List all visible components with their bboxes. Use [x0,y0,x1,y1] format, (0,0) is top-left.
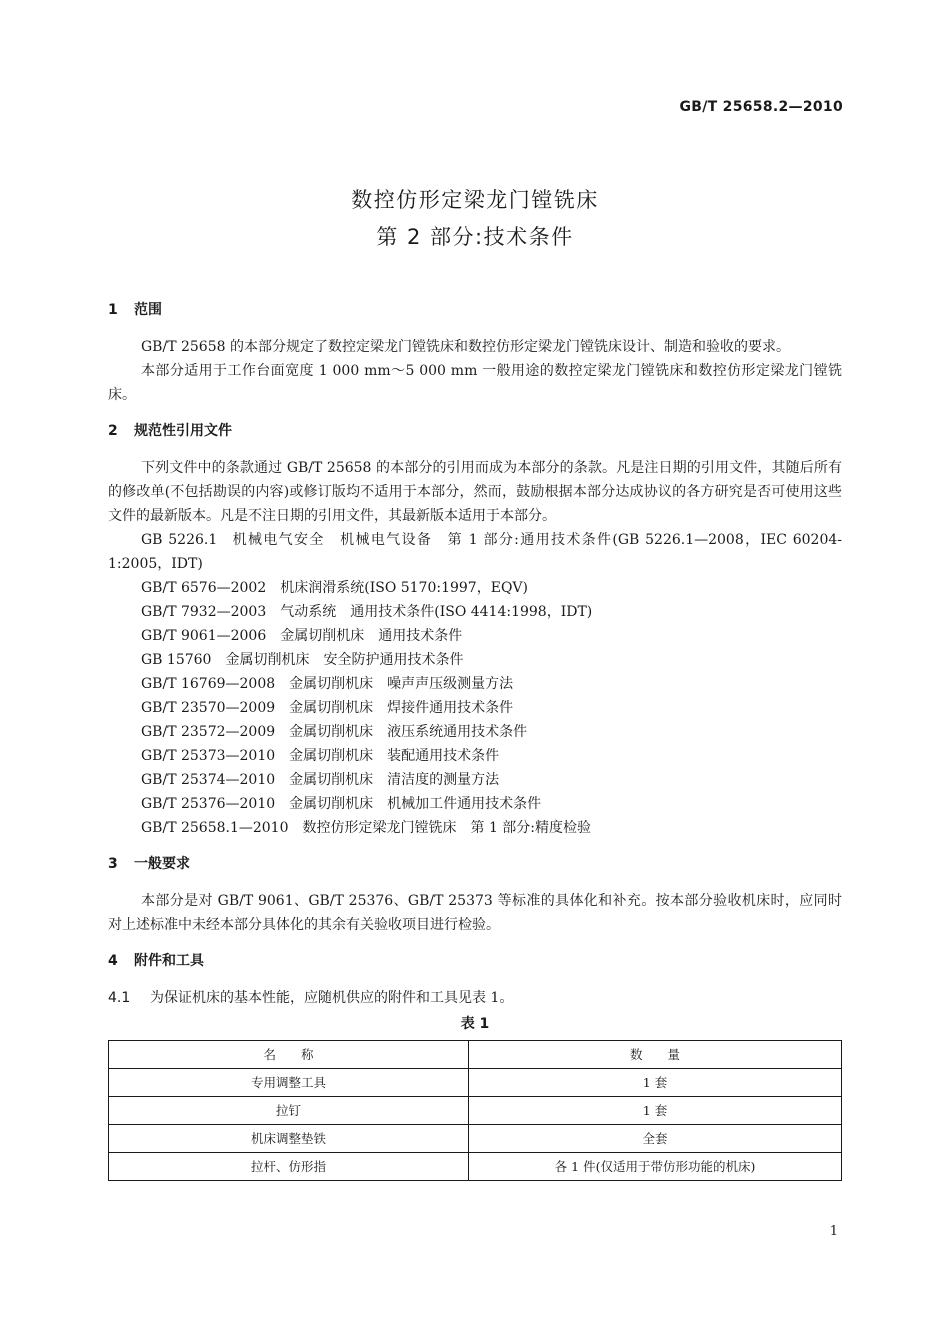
reference-item [108,768,842,792]
table-cell-name: 拉钉 [109,1097,469,1125]
reference-item [108,792,842,816]
reference-item [108,576,842,600]
reference-title: 金属切削机床 焊接件通用技术条件 [289,700,514,716]
paragraph: 本部分适用于工作台面宽度 1 000 mm～5 000 mm 一般用途的数控定梁龙门镗铣床和数控仿形定梁龙门镗铣床。 [108,363,842,403]
reference-title: 金属切削机床 通用技术条件 [280,628,463,644]
reference-code: GB/T 23570—2009 [141,700,276,716]
reference-title: 金属切削机床 清洁度的测量方法 [289,772,500,788]
document-title-line1: 数控仿形定梁龙门镗铣床 [351,188,599,212]
section-heading-scope [108,298,842,322]
reference-title: 机床润滑系统(ISO 5170:1997，EQV) [280,580,528,596]
section-heading-accessories-tools [108,949,842,973]
reference-code: GB/T 16769—2008 [141,676,276,692]
table-cell-name: 机床调整垫铁 [109,1125,469,1153]
section-title: 附件和工具 [134,953,204,969]
table-caption: 表 1 [460,1016,490,1032]
reference-item [108,696,842,720]
reference-item [108,816,842,840]
reference-title: 金属切削机床 机械加工件通用技术条件 [289,796,542,812]
reference-code: GB/T 25373—2010 [141,748,276,764]
table-cell-quantity: 1 套 [469,1069,842,1097]
section-number: 3 [108,856,118,872]
reference-item [108,648,842,672]
paragraph: GB/T 25658 的本部分规定了数控定梁龙门镗铣床和数控仿形定梁龙门镗铣床设计、制造和验收的要求。 [141,339,790,355]
reference-code: GB/T 25374—2010 [141,772,276,788]
reference-title: 金属切削机床 液压系统通用技术条件 [289,724,528,740]
reference-code: GB/T 9061—2006 [141,628,267,644]
section-heading-normative-references [108,419,842,443]
page-number: 1 [829,1224,838,1239]
section-number: 4 [108,953,118,969]
table-header-row [109,1041,842,1069]
section-title: 一般要求 [134,856,190,872]
clause-4-1 [108,986,842,1010]
reference-title: 金属切削机床 噪声声压级测量方法 [289,676,514,692]
document-title-line2: 第 2 部分:技术条件 [376,225,574,249]
reference-code: GB/T 6576—2002 [141,580,267,596]
column-header-name: 名 称 [109,1041,469,1069]
clause-text: 为保证机床的基本性能，应随机供应的附件和工具见表 1。 [150,990,514,1006]
section-title: 规范性引用文件 [134,423,232,439]
section-heading-general-requirements [108,852,842,876]
reference-item [108,528,842,576]
reference-item [108,624,842,648]
section-title: 范围 [134,302,162,318]
reference-title: 气动系统 通用技术条件(ISO 4414:1998，IDT) [280,604,593,620]
reference-item [108,744,842,768]
reference-code: GB/T 23572—2009 [141,724,276,740]
standard-number: GB/T 25658.2—2010 [679,99,843,115]
reference-code: GB/T 7932—2003 [141,604,267,620]
section-number: 1 [108,302,118,318]
table-cell-quantity: 各 1 件(仅适用于带仿形功能的机床) [469,1153,842,1181]
reference-code: GB/T 25658.1—2010 [141,820,289,836]
reference-title: 金属切削机床 安全防护通用技术条件 [225,652,464,668]
table-cell-name: 专用调整工具 [109,1069,469,1097]
paragraph: 本部分是对 GB/T 9061、GB/T 25376、GB/T 25373 等标准的具体化和补充。按本部分验收机床时，应同时对上述标准中未经本部分具体化的其余有关验收项目进行检验。 [108,893,842,933]
reference-title: 机械电气安全 机械电气设备 第 1 部分:通用技术条件(GB 5226.1—2008，IEC 60204-1:2005，IDT) [108,532,842,572]
reference-item [108,672,842,696]
reference-item [108,600,842,624]
table-cell-name: 拉杆、仿形指 [109,1153,469,1181]
table-row [109,1125,842,1153]
table-cell-quantity: 1 套 [469,1097,842,1125]
reference-code: GB 5226.1 [141,532,218,548]
table-row [109,1153,842,1181]
document-body [108,298,842,1181]
table-row [109,1097,842,1125]
reference-title: 数控仿形定梁龙门镗铣床 第 1 部分:精度检验 [302,820,592,836]
reference-code: GB 15760 [141,652,212,668]
column-header-quantity: 数 量 [469,1041,842,1069]
table-cell-quantity: 全套 [469,1125,842,1153]
reference-item [108,720,842,744]
reference-title: 金属切削机床 装配通用技术条件 [289,748,500,764]
reference-code: GB/T 25376—2010 [141,796,276,812]
section-number: 2 [108,423,118,439]
accessories-table [108,1040,842,1181]
clause-number: 4.1 [108,990,131,1006]
paragraph: 下列文件中的条款通过 GB/T 25658 的本部分的引用而成为本部分的条款。凡是注日期的引用文件，其随后所有的修改单(不包括勘误的内容)或修订版均不适用于本部分，然而，鼓励根据本部分达成协议的各方研究是否可使用这些文件的最新版本。凡是不注日期的引用文件，其最新版本适用于本部分。 [108,460,842,524]
table-row [109,1069,842,1097]
